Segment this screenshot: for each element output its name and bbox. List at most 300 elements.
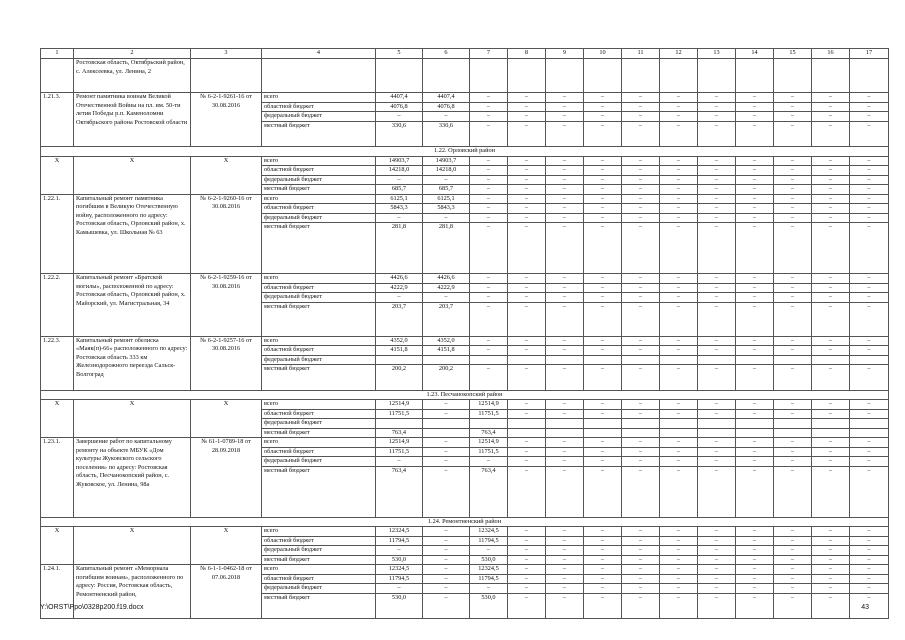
value-col-11: – [622, 409, 660, 419]
value-col-7 [470, 419, 508, 429]
value-col-14: – [736, 93, 774, 103]
district-section-row [41, 390, 889, 400]
value-col-11: – [622, 204, 660, 214]
value-col-13: – [698, 593, 736, 619]
value-col-12: – [660, 293, 698, 303]
value-col-17: – [850, 447, 889, 457]
value-col-8: – [508, 400, 546, 410]
value-col-15: – [774, 112, 812, 122]
value-col-12: – [660, 457, 698, 467]
value-col-10: – [584, 121, 622, 147]
value-col-5: 14218,0 [376, 166, 423, 176]
value-col-11 [622, 428, 660, 438]
value-col-9: – [546, 565, 584, 575]
budget-source: местный бюджет [262, 555, 376, 565]
value-col-17: – [850, 204, 889, 214]
value-col-8: – [508, 274, 546, 284]
value-col-9: – [546, 409, 584, 419]
value-col-10 [584, 428, 622, 438]
value-col-11: – [622, 466, 660, 517]
budget-source: областной бюджет [262, 574, 376, 584]
item-number: Х [41, 156, 74, 194]
value-col-8: – [508, 93, 546, 103]
value-col-15: – [774, 438, 812, 448]
value-col-5: 14903,7 [376, 156, 423, 166]
value-col-16: – [812, 223, 850, 274]
value-col-13: – [698, 527, 736, 537]
value-col-12: – [660, 546, 698, 556]
value-col-17: – [850, 565, 889, 575]
value-col-16: – [812, 536, 850, 546]
item-number: Х [41, 527, 74, 565]
value-col-16: – [812, 409, 850, 419]
value-col-15: – [774, 546, 812, 556]
value-col-14: – [736, 593, 774, 619]
value-col-7: 12324,5 [470, 527, 508, 537]
value-col-15: – [774, 409, 812, 419]
value-col-8: – [508, 223, 546, 274]
value-col-15: – [774, 175, 812, 185]
budget-source: всего [262, 565, 376, 575]
value-col-5: 4352,0 [376, 336, 423, 346]
value-col-16: – [812, 447, 850, 457]
value-col-12: – [660, 93, 698, 103]
value-col-6: – [423, 457, 470, 467]
value-col-13: – [698, 546, 736, 556]
value-col-5: 12514,9 [376, 400, 423, 410]
budget-source: местный бюджет [262, 593, 376, 619]
budget-row [41, 194, 889, 204]
value-col-8: – [508, 574, 546, 584]
value-col-6: 14218,0 [423, 166, 470, 176]
value-col-17: – [850, 346, 889, 356]
value-col-8: – [508, 213, 546, 223]
value-col-16: – [812, 593, 850, 619]
budget-row [41, 400, 889, 410]
item-number [41, 59, 74, 93]
value-col-6 [423, 355, 470, 365]
budget-source: местный бюджет [262, 185, 376, 195]
value-col-6: 4407,4 [423, 93, 470, 103]
budget-source: областной бюджет [262, 447, 376, 457]
value-col-16: – [812, 555, 850, 565]
value-col-16: – [812, 293, 850, 303]
value-col-12: – [660, 536, 698, 546]
value-col-7: 763,4 [470, 466, 508, 517]
value-col-9: – [546, 466, 584, 517]
value-col-7: – [470, 175, 508, 185]
value-col-7: – [470, 283, 508, 293]
value-col-10: – [584, 584, 622, 594]
value-col-7: 763,4 [470, 428, 508, 438]
value-col-10: – [584, 204, 622, 214]
value-col-8: – [508, 565, 546, 575]
value-col-8 [508, 355, 546, 365]
value-col-9: – [546, 166, 584, 176]
value-col-17: – [850, 593, 889, 619]
document-number: № 6-2-1-9257-16 от 30.08.2016 [191, 336, 262, 390]
value-col-6: 4151,8 [423, 346, 470, 356]
value-col-15: – [774, 365, 812, 391]
value-col-13 [698, 419, 736, 429]
value-col-12: – [660, 346, 698, 356]
object-name: Капитальный ремонт «Мемориала погибшим воинам», расположенного по адресу: Россия, Ростовская область, Ремонтненский район, [74, 565, 191, 619]
value-col-6: – [423, 438, 470, 448]
budget-source: федеральный бюджет [262, 457, 376, 467]
object-name: Х [74, 156, 191, 194]
footer-page-number: 43 [861, 604, 869, 611]
value-col-13: – [698, 166, 736, 176]
value-col-7: – [470, 213, 508, 223]
value-col-7: – [470, 121, 508, 147]
value-col-14: – [736, 185, 774, 195]
value-col-11: – [622, 194, 660, 204]
empty-cell [774, 59, 812, 93]
value-col-14: – [736, 121, 774, 147]
value-col-8: – [508, 204, 546, 214]
value-col-14: – [736, 204, 774, 214]
value-col-8: – [508, 346, 546, 356]
value-col-13: – [698, 175, 736, 185]
value-col-17: – [850, 156, 889, 166]
value-col-8: – [508, 466, 546, 517]
value-col-15: – [774, 555, 812, 565]
value-col-9: – [546, 527, 584, 537]
value-col-12: – [660, 565, 698, 575]
value-col-16: – [812, 336, 850, 346]
value-col-10: – [584, 346, 622, 356]
value-col-9 [546, 419, 584, 429]
value-col-5: 685,7 [376, 185, 423, 195]
budget-source: федеральный бюджет [262, 213, 376, 223]
column-number: 9 [546, 49, 584, 59]
value-col-13: – [698, 302, 736, 336]
value-col-14 [736, 428, 774, 438]
value-col-14: – [736, 466, 774, 517]
value-col-6: – [423, 175, 470, 185]
value-col-6: 281,8 [423, 223, 470, 274]
value-col-13: – [698, 346, 736, 356]
value-col-6: – [423, 527, 470, 537]
value-col-16: – [812, 438, 850, 448]
value-col-7: – [470, 112, 508, 122]
value-col-11: – [622, 302, 660, 336]
budget-source: всего [262, 194, 376, 204]
value-col-12: – [660, 555, 698, 565]
value-col-7: – [470, 93, 508, 103]
value-col-8: – [508, 527, 546, 537]
value-col-5: 4076,8 [376, 102, 423, 112]
value-col-8: – [508, 156, 546, 166]
column-number: 8 [508, 49, 546, 59]
budget-source: всего [262, 336, 376, 346]
value-col-12: – [660, 400, 698, 410]
value-col-12: – [660, 438, 698, 448]
value-col-16: – [812, 93, 850, 103]
value-col-16: – [812, 574, 850, 584]
column-number: 1 [41, 49, 74, 59]
value-col-6: – [423, 293, 470, 303]
value-col-10: – [584, 175, 622, 185]
column-number: 13 [698, 49, 736, 59]
value-col-12: – [660, 223, 698, 274]
document-number: № 6-2-1-9259-16 от 30.08.2016 [191, 274, 262, 337]
value-col-16: – [812, 204, 850, 214]
value-col-13: – [698, 400, 736, 410]
object-name: Ремонт памятника воинам Великой Отечественной Войны на пл. им. 50-ти летия Победы р.п. Каменоломни Октябрьского района Ростовской области [74, 93, 191, 147]
value-col-5: 4222,9 [376, 283, 423, 293]
document-number: № 6-2-1-9261-16 от 30.08.2016 [191, 93, 262, 147]
empty-cell [262, 59, 376, 93]
value-col-10: – [584, 336, 622, 346]
value-col-13: – [698, 555, 736, 565]
value-col-5 [376, 419, 423, 429]
budget-source: областной бюджет [262, 536, 376, 546]
value-col-14: – [736, 166, 774, 176]
value-col-15: – [774, 400, 812, 410]
value-col-10: – [584, 185, 622, 195]
value-col-17: – [850, 102, 889, 112]
value-col-9: – [546, 447, 584, 457]
value-col-11: – [622, 546, 660, 556]
value-col-10: – [584, 447, 622, 457]
value-col-5: – [376, 293, 423, 303]
district-title: 1.24. Ремонтненский район [41, 517, 889, 527]
value-col-8: – [508, 457, 546, 467]
value-col-14 [736, 419, 774, 429]
value-col-10: – [584, 438, 622, 448]
budget-source: местный бюджет [262, 365, 376, 391]
value-col-17 [850, 428, 889, 438]
object-name: Завершение работ по капитальному ремонту на объекте МБУК «Дом культуры Жуковского сельского поселения» по адресу: Ростовская область, Песчанокопский район, с. Жуковское, ул. Ленина, 98а [74, 438, 191, 518]
value-col-14: – [736, 102, 774, 112]
value-col-11: – [622, 213, 660, 223]
value-col-17: – [850, 293, 889, 303]
value-col-5: – [376, 112, 423, 122]
value-col-13: – [698, 102, 736, 112]
value-col-14: – [736, 175, 774, 185]
value-col-15 [774, 428, 812, 438]
budget-source: областной бюджет [262, 283, 376, 293]
value-col-10: – [584, 466, 622, 517]
value-col-11: – [622, 555, 660, 565]
empty-cell [622, 59, 660, 93]
value-col-17: – [850, 175, 889, 185]
budget-source: местный бюджет [262, 466, 376, 517]
value-col-13: – [698, 365, 736, 391]
value-col-12: – [660, 574, 698, 584]
value-col-6: 4352,0 [423, 336, 470, 346]
value-col-6: – [423, 447, 470, 457]
value-col-8: – [508, 336, 546, 346]
value-col-6: 6125,1 [423, 194, 470, 204]
budget-table-page [40, 48, 873, 619]
value-col-11: – [622, 447, 660, 457]
value-col-16: – [812, 175, 850, 185]
value-col-5: 4151,8 [376, 346, 423, 356]
value-col-13: – [698, 457, 736, 467]
document-number: Х [191, 400, 262, 438]
value-col-11: – [622, 156, 660, 166]
budget-source: федеральный бюджет [262, 584, 376, 594]
value-col-7: – [470, 457, 508, 467]
value-col-10: – [584, 93, 622, 103]
table-row [41, 59, 889, 68]
value-col-14: – [736, 274, 774, 284]
value-col-17: – [850, 93, 889, 103]
value-col-14: – [736, 283, 774, 293]
value-col-15 [774, 419, 812, 429]
value-col-15: – [774, 274, 812, 284]
value-col-5: 281,8 [376, 223, 423, 274]
value-col-6: – [423, 546, 470, 556]
value-col-15: – [774, 121, 812, 147]
value-col-10: – [584, 546, 622, 556]
budget-source: местный бюджет [262, 223, 376, 274]
value-col-15: – [774, 302, 812, 336]
budget-source: всего [262, 156, 376, 166]
value-col-14: – [736, 293, 774, 303]
value-col-16: – [812, 213, 850, 223]
value-col-16 [812, 355, 850, 365]
value-col-12: – [660, 447, 698, 457]
value-col-8: – [508, 175, 546, 185]
value-col-14: – [736, 400, 774, 410]
footer-file-path: Y:\ORST\Ppo\0328p200.f19.docx [40, 604, 144, 611]
value-col-13: – [698, 274, 736, 284]
value-col-5: – [376, 213, 423, 223]
value-col-11: – [622, 185, 660, 195]
value-col-17: – [850, 574, 889, 584]
value-col-17: – [850, 166, 889, 176]
value-col-9: – [546, 574, 584, 584]
value-col-16: – [812, 194, 850, 204]
value-col-7: – [470, 274, 508, 284]
value-col-6: 330,6 [423, 121, 470, 147]
value-col-9: – [546, 555, 584, 565]
budget-row [41, 527, 889, 537]
value-col-6: 203,7 [423, 302, 470, 336]
value-col-8: – [508, 194, 546, 204]
value-col-9: – [546, 194, 584, 204]
document-number: № 6-2-1-9260-16 от 30.08.2016 [191, 194, 262, 274]
value-col-13: – [698, 112, 736, 122]
value-col-7: 11751,5 [470, 447, 508, 457]
value-col-6: 14903,7 [423, 156, 470, 166]
value-col-6: 200,2 [423, 365, 470, 391]
value-col-7: 12514,9 [470, 400, 508, 410]
value-col-11: – [622, 283, 660, 293]
value-col-5: – [376, 175, 423, 185]
value-col-13: – [698, 565, 736, 575]
value-col-11: – [622, 102, 660, 112]
value-col-6: 4222,9 [423, 283, 470, 293]
value-col-12: – [660, 466, 698, 517]
value-col-11: – [622, 584, 660, 594]
value-col-9: – [546, 365, 584, 391]
value-col-17: – [850, 223, 889, 274]
value-col-16: – [812, 584, 850, 594]
value-col-8: – [508, 555, 546, 565]
value-col-7: – [470, 336, 508, 346]
value-col-5 [376, 355, 423, 365]
column-number: 16 [812, 49, 850, 59]
column-number-row [41, 49, 889, 59]
value-col-7: – [470, 166, 508, 176]
value-col-13: – [698, 213, 736, 223]
value-col-14: – [736, 565, 774, 575]
value-col-7: 530,0 [470, 555, 508, 565]
value-col-6: – [423, 536, 470, 546]
value-col-9: – [546, 185, 584, 195]
item-number: 1.23.1. [41, 438, 74, 518]
column-number: 7 [470, 49, 508, 59]
value-col-10: – [584, 302, 622, 336]
value-col-15: – [774, 283, 812, 293]
value-col-9: – [546, 584, 584, 594]
empty-cell [812, 59, 850, 93]
value-col-16: – [812, 156, 850, 166]
value-col-8: – [508, 112, 546, 122]
value-col-10 [584, 419, 622, 429]
value-col-17: – [850, 213, 889, 223]
value-col-14: – [736, 156, 774, 166]
value-col-16: – [812, 112, 850, 122]
value-col-13: – [698, 185, 736, 195]
value-col-14: – [736, 574, 774, 584]
empty-cell [508, 59, 546, 93]
value-col-16: – [812, 302, 850, 336]
value-col-11: – [622, 527, 660, 537]
value-col-8: – [508, 447, 546, 457]
budget-source: областной бюджет [262, 409, 376, 419]
value-col-14: – [736, 336, 774, 346]
value-col-11: – [622, 112, 660, 122]
value-col-10: – [584, 213, 622, 223]
value-col-15: – [774, 204, 812, 214]
value-col-12: – [660, 166, 698, 176]
value-col-9: – [546, 536, 584, 546]
budget-source: всего [262, 274, 376, 284]
empty-cell [584, 59, 622, 93]
value-col-9: – [546, 204, 584, 214]
value-col-7: – [470, 194, 508, 204]
value-col-5: 11751,5 [376, 409, 423, 419]
value-col-15: – [774, 93, 812, 103]
value-col-7: 11794,5 [470, 536, 508, 546]
value-col-12: – [660, 593, 698, 619]
value-col-12 [660, 419, 698, 429]
value-col-15: – [774, 156, 812, 166]
value-col-12: – [660, 112, 698, 122]
item-number: Х [41, 400, 74, 438]
value-col-16: – [812, 365, 850, 391]
value-col-16: – [812, 185, 850, 195]
value-col-17: – [850, 527, 889, 537]
value-col-8: – [508, 536, 546, 546]
object-name: Капитальный ремонт «Братской могилы», расположенной по адресу: Ростовская область, Орловский район, х. Майорский, ул. Магистральная, 34 [74, 274, 191, 337]
value-col-5: 330,6 [376, 121, 423, 147]
budget-source: местный бюджет [262, 428, 376, 438]
value-col-5: 11751,5 [376, 447, 423, 457]
value-col-6: 4426,6 [423, 274, 470, 284]
value-col-16: – [812, 283, 850, 293]
value-col-15: – [774, 447, 812, 457]
value-col-13: – [698, 336, 736, 346]
value-col-9: – [546, 336, 584, 346]
value-col-7: – [470, 223, 508, 274]
value-col-8: – [508, 302, 546, 336]
